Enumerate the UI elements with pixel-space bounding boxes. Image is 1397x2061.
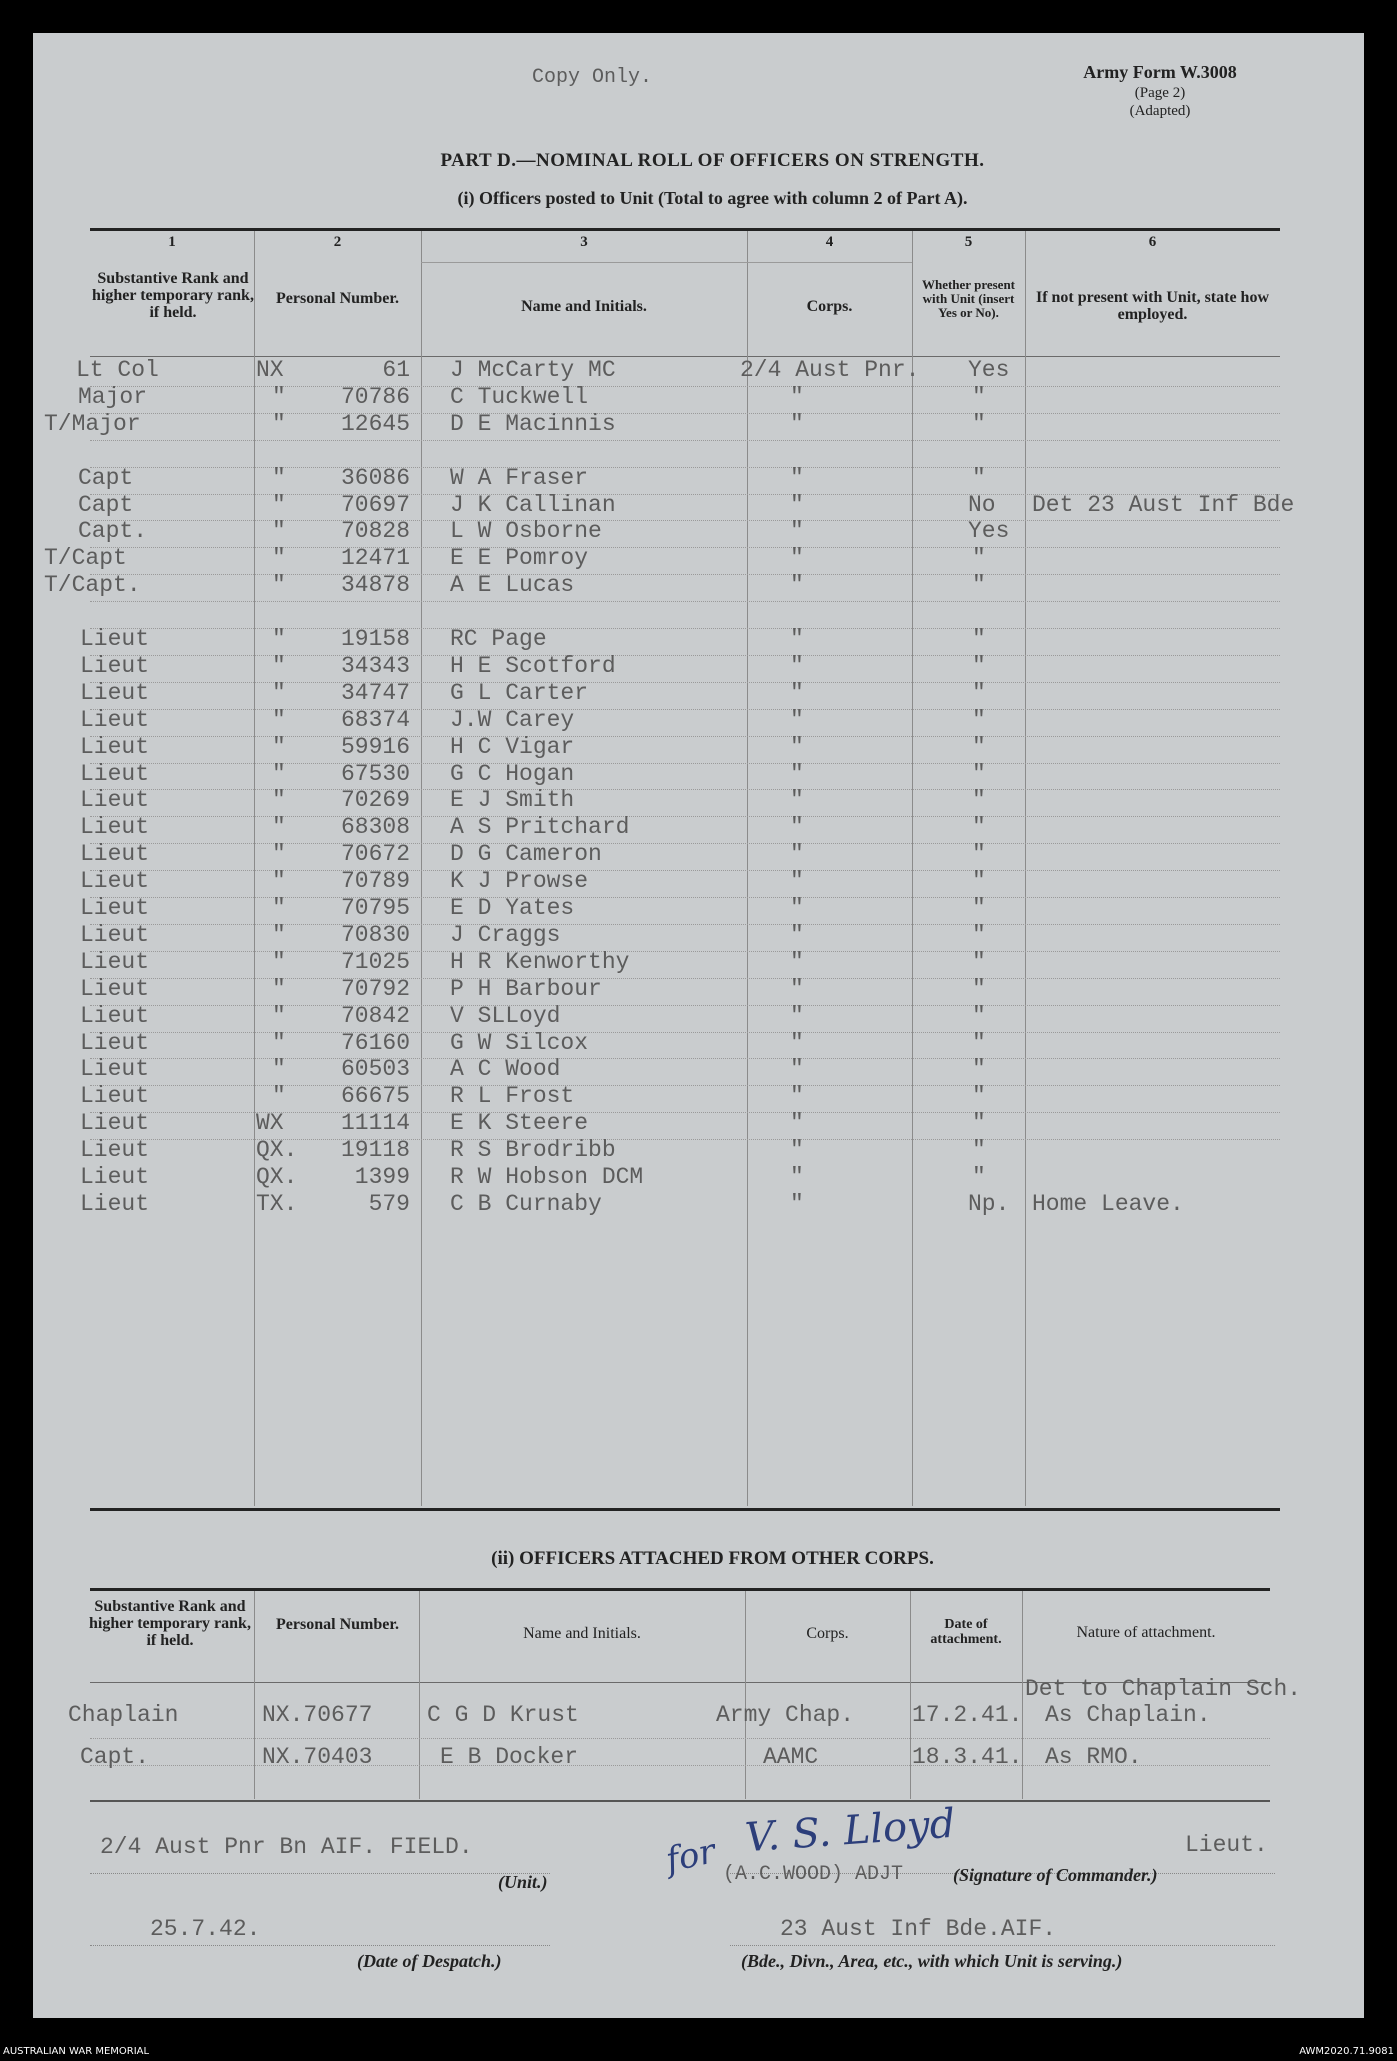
officer-rank: Lieut (80, 922, 150, 948)
officer-corps: " (790, 1030, 804, 1056)
attached-name: E B Docker (440, 1744, 579, 1770)
personal-number: 70792 (340, 976, 410, 1002)
personal-number: 68374 (340, 707, 410, 733)
ruled-line (90, 413, 1280, 414)
officer-rank: Lieut (80, 1083, 150, 1109)
present-status: No (968, 492, 996, 518)
formation-line (730, 1945, 1275, 1946)
personal-number: 579 (368, 1191, 410, 1217)
number-prefix: " (272, 572, 286, 598)
column-header: Corps. (806, 298, 853, 315)
ruled-line (90, 574, 1280, 575)
present-status: " (972, 707, 986, 733)
officer-name: D E Macinnis (450, 411, 616, 437)
column-number: 2 (333, 234, 342, 250)
column-header: Nature of attachment. (1076, 1624, 1216, 1641)
number-prefix: " (272, 626, 286, 652)
officer-rank: Lieut (80, 1056, 150, 1082)
col-divider (912, 231, 913, 1506)
present-status: " (972, 1083, 986, 1109)
officer-corps: " (790, 707, 804, 733)
number-prefix: " (272, 653, 286, 679)
present-status: " (972, 895, 986, 921)
officer-rank: Lieut (80, 841, 150, 867)
number-prefix: " (272, 707, 286, 733)
ruled-line (90, 789, 1280, 790)
officer-corps: " (790, 465, 804, 491)
col-divider (910, 1591, 911, 1799)
col-divider (745, 1591, 746, 1799)
number-prefix: QX. (256, 1164, 298, 1190)
present-status: " (972, 572, 986, 598)
number-prefix: " (272, 868, 286, 894)
officer-name: G L Carter (450, 680, 589, 706)
ruled-line (90, 1738, 1270, 1739)
present-status: " (972, 841, 986, 867)
officer-corps: " (790, 814, 804, 840)
col-divider (421, 231, 422, 1506)
table-bottom-rule (90, 1508, 1280, 1511)
officer-rank: Lieut (80, 868, 150, 894)
present-status: " (972, 761, 986, 787)
present-status: " (972, 465, 986, 491)
officer-rank: Lieut (80, 1164, 150, 1190)
officer-corps: " (790, 572, 804, 598)
present-status: " (972, 626, 986, 652)
attached-name: C G D Krust (427, 1702, 579, 1728)
attached-date: 18.3.41. (912, 1744, 1023, 1770)
personal-number: 1399 (354, 1164, 410, 1190)
number-prefix: " (272, 841, 286, 867)
officer-rank: Major (78, 384, 148, 410)
column-header: If not present with Unit, state how employed. (1035, 289, 1270, 323)
adjutant-name: (A.C.WOOD) ADJT (723, 1863, 904, 1886)
page-title: PART D.—NOMINAL ROLL OF OFFICERS ON STRENGTH. (440, 150, 985, 171)
officer-name: A C Wood (450, 1056, 561, 1082)
present-status: " (972, 922, 986, 948)
attached-rank: Capt. (80, 1744, 150, 1770)
officer-name: RC Page (450, 626, 547, 652)
personal-number: 70269 (340, 787, 410, 813)
officer-corps: " (790, 1110, 804, 1136)
number-prefix: " (272, 545, 286, 571)
officer-corps: " (790, 868, 804, 894)
officer-name: E J Smith (450, 787, 575, 813)
present-status: " (972, 787, 986, 813)
attached-corps: Army Chap. (716, 1702, 855, 1728)
col-divider (747, 231, 748, 1506)
personal-number: 66675 (340, 1083, 410, 1109)
officer-rank: Lieut (80, 1110, 150, 1136)
present-status: " (972, 1164, 986, 1190)
present-status: Yes (968, 357, 1010, 383)
form-page-number: (Page 2) (1134, 85, 1186, 101)
personal-number: 19118 (340, 1137, 410, 1163)
personal-number: 34878 (340, 572, 410, 598)
officer-name: J McCarty MC (450, 357, 616, 383)
present-status: " (972, 384, 986, 410)
number-prefix: TX. (256, 1191, 298, 1217)
number-prefix: " (272, 411, 286, 437)
personal-number: 61 (382, 357, 410, 383)
ruled-line (90, 440, 1280, 441)
officer-name: A S Pritchard (450, 814, 630, 840)
present-status: " (972, 1030, 986, 1056)
present-status: " (972, 653, 986, 679)
ruled-line (90, 843, 1280, 844)
number-prefix: " (272, 976, 286, 1002)
ruled-line (90, 520, 1280, 521)
officer-name: J K Callinan (450, 492, 616, 518)
personal-number: 11114 (340, 1110, 410, 1136)
sub-rule (421, 262, 747, 263)
date-line (90, 1945, 550, 1946)
present-status: " (972, 545, 986, 571)
number-prefix: NX (256, 357, 284, 383)
present-status: " (972, 949, 986, 975)
attached-corps: AAMC (763, 1744, 819, 1770)
officer-corps: " (790, 411, 804, 437)
ruled-line (90, 547, 1280, 548)
column-number: 3 (580, 234, 588, 250)
col-divider (1025, 231, 1026, 1506)
officer-name: G W Silcox (450, 1030, 589, 1056)
number-prefix: " (272, 492, 286, 518)
number-prefix: " (272, 1083, 286, 1109)
ruled-line (90, 467, 1280, 468)
ruled-line (90, 386, 1280, 387)
officer-corps: " (790, 626, 804, 652)
officer-name: R W Hobson DCM (450, 1164, 644, 1190)
employment-note: Det 23 Aust Inf Bde (1032, 492, 1295, 518)
personal-number: 60503 (340, 1056, 410, 1082)
officer-name: J.W Carey (450, 707, 575, 733)
copy-note: Copy Only. (532, 66, 653, 89)
officer-rank: Lieut (80, 626, 150, 652)
personal-number: 12645 (340, 411, 410, 437)
officer-corps: " (790, 976, 804, 1002)
signature-rank: Lieut. (1185, 1832, 1268, 1858)
ruled-line (90, 951, 1280, 952)
officer-corps: " (790, 949, 804, 975)
attached-nature-note: Det to Chaplain Sch. (1025, 1676, 1302, 1702)
personal-number: 71025 (340, 949, 410, 975)
personal-number: 34747 (340, 680, 410, 706)
officer-rank: T/Capt (44, 545, 127, 571)
officer-rank: Lieut (80, 653, 150, 679)
column-number: 4 (825, 234, 834, 250)
number-prefix: " (272, 895, 286, 921)
column-header: Corps. (806, 1625, 849, 1642)
personal-number: 70672 (340, 841, 410, 867)
present-status: " (972, 814, 986, 840)
officer-corps: " (790, 653, 804, 679)
number-prefix: " (272, 922, 286, 948)
form-adapted: (Adapted) (1129, 103, 1191, 119)
column-header: Personal Number. (276, 1616, 399, 1633)
officer-name: D G Cameron (450, 841, 602, 867)
number-prefix: " (272, 1003, 286, 1029)
ruled-line (90, 1085, 1280, 1086)
col-divider (254, 231, 255, 1506)
column-header: Substantive Rank and higher temporary rank, if held. (92, 270, 254, 321)
personal-number: 34343 (340, 653, 410, 679)
present-status: " (972, 734, 986, 760)
number-prefix: " (272, 465, 286, 491)
despatch-date: 25.7.42. (150, 1916, 261, 1942)
ruled-line (90, 655, 1280, 656)
officer-name: P H Barbour (450, 976, 602, 1002)
column-header: Substantive Rank and higher temporary rank, if held. (89, 1598, 251, 1649)
number-prefix: " (272, 814, 286, 840)
present-status: " (972, 976, 986, 1002)
column-header: Name and Initials. (521, 298, 647, 315)
officer-corps: " (790, 1056, 804, 1082)
ruled-line (90, 601, 1280, 602)
column-number: 5 (964, 234, 973, 250)
officer-corps: " (790, 895, 804, 921)
officer-rank: Lieut (80, 787, 150, 813)
number-prefix: " (272, 518, 286, 544)
signature-prefix: for (662, 1831, 719, 1881)
number-prefix: " (272, 384, 286, 410)
officer-rank: Lieut (80, 1003, 150, 1029)
officer-corps: " (790, 922, 804, 948)
officer-rank: Lieut (80, 1137, 150, 1163)
ruled-line (90, 978, 1280, 979)
present-status: " (972, 411, 986, 437)
officer-corps: " (790, 761, 804, 787)
officer-name: R S Brodribb (450, 1137, 616, 1163)
officer-rank: T/Capt. (44, 572, 141, 598)
officer-name: E D Yates (450, 895, 575, 921)
form-id: Army Form W.3008 (1083, 62, 1237, 82)
personal-number: 12471 (340, 545, 410, 571)
number-prefix: " (272, 949, 286, 975)
officer-corps: " (790, 1003, 804, 1029)
officer-rank: Lieut (80, 949, 150, 975)
number-prefix: " (272, 1030, 286, 1056)
ruled-line (90, 924, 1280, 925)
unit-line (90, 1873, 550, 1874)
ruled-line (90, 816, 1280, 817)
table-bottom-rule (90, 1800, 1270, 1802)
personal-number: 70830 (340, 922, 410, 948)
officer-rank: Lieut (80, 814, 150, 840)
officer-name: E K Steere (450, 1110, 589, 1136)
employment-note: Home Leave. (1032, 1191, 1184, 1217)
present-status: " (972, 680, 986, 706)
officer-corps: " (790, 384, 804, 410)
officer-corps: " (790, 492, 804, 518)
officer-name: J Craggs (450, 922, 561, 948)
sub-rule (747, 262, 912, 263)
officer-rank: Lieut (80, 1191, 150, 1217)
officer-name: A E Lucas (450, 572, 575, 598)
officer-name: C Tuckwell (450, 384, 589, 410)
ruled-line (90, 736, 1280, 737)
officer-corps: " (790, 1083, 804, 1109)
column-number: 6 (1148, 234, 1157, 250)
ruled-line (90, 1005, 1280, 1006)
officer-corps: " (790, 1164, 804, 1190)
archive-reference: AWM2020.71.9081 (1299, 2046, 1394, 2057)
ruled-line (90, 628, 1280, 629)
archive-caption: AUSTRALIAN WAR MEMORIAL (3, 2046, 150, 2057)
number-prefix: QX. (256, 1137, 298, 1163)
personal-number: 68308 (340, 814, 410, 840)
officer-corps: " (790, 841, 804, 867)
present-status: " (972, 1003, 986, 1029)
officer-name: H C Vigar (450, 734, 575, 760)
officer-corps: " (790, 787, 804, 813)
number-prefix: WX (256, 1110, 284, 1136)
column-header: Name and Initials. (523, 1625, 641, 1642)
ruled-line (90, 709, 1280, 710)
officer-name: E E Pomroy (450, 545, 589, 571)
col-divider (419, 1591, 420, 1799)
officer-corps: 2/4 Aust Pnr. (740, 357, 920, 383)
number-prefix: " (272, 761, 286, 787)
personal-number: 70842 (340, 1003, 410, 1029)
number-prefix: " (272, 1056, 286, 1082)
personal-number: 70795 (340, 895, 410, 921)
officer-name: R L Frost (450, 1083, 575, 1109)
attached-rank: Chaplain (68, 1702, 179, 1728)
ruled-line (90, 897, 1280, 898)
personal-number: 76160 (340, 1030, 410, 1056)
number-prefix: " (272, 734, 286, 760)
column-number: 1 (168, 234, 176, 250)
officer-rank: Capt (78, 492, 134, 518)
number-prefix: " (272, 680, 286, 706)
attached-nature: As RMO. (1045, 1744, 1142, 1770)
section-title: (ii) OFFICERS ATTACHED FROM OTHER CORPS. (491, 1548, 934, 1569)
column-header: Date of attachment. (930, 1617, 1002, 1647)
officer-rank: Lieut (80, 734, 150, 760)
officer-rank: Capt (78, 465, 134, 491)
present-status: " (972, 868, 986, 894)
ruled-line (90, 682, 1280, 683)
officer-corps: " (790, 680, 804, 706)
present-status: Yes (968, 518, 1010, 544)
officer-rank: Lieut (80, 707, 150, 733)
officer-rank: T/Major (44, 411, 141, 437)
formation-value: 23 Aust Inf Bde.AIF. (780, 1916, 1057, 1942)
despatch-date-label: (Date of Despatch.) (357, 1951, 502, 1971)
attached-number: NX.70403 (262, 1744, 373, 1770)
officer-corps: " (790, 734, 804, 760)
officer-name: G C Hogan (450, 761, 575, 787)
officer-rank: Lieut (80, 895, 150, 921)
ruled-line (90, 870, 1280, 871)
ruled-line (90, 763, 1280, 764)
officer-corps: " (790, 545, 804, 571)
unit-value: 2/4 Aust Pnr Bn AIF. FIELD. (100, 1834, 473, 1860)
number-prefix: " (272, 787, 286, 813)
officer-name: L W Osborne (450, 518, 602, 544)
officer-rank: Lieut (80, 976, 150, 1002)
attached-nature: As Chaplain. (1045, 1702, 1211, 1728)
officer-name: C B Curnaby (450, 1191, 602, 1217)
unit-label: (Unit.) (498, 1872, 548, 1892)
signature-label: (Signature of Commander.) (953, 1865, 1158, 1885)
present-status: " (972, 1137, 986, 1163)
personal-number: 70828 (340, 518, 410, 544)
column-header: Whether present with Unit (insert Yes or No). (921, 277, 1016, 320)
officer-corps: " (790, 518, 804, 544)
officer-rank: Lieut (80, 1030, 150, 1056)
table-top-rule (90, 1588, 1270, 1591)
officer-name: K J Prowse (450, 868, 589, 894)
officer-rank: Lieut (80, 680, 150, 706)
personal-number: 70786 (340, 384, 410, 410)
present-status: Np. (968, 1191, 1010, 1217)
officer-corps: " (790, 1137, 804, 1163)
personal-number: 19158 (340, 626, 410, 652)
formation-label: (Bde., Divn., Area, etc., with which Unit is serving.) (741, 1951, 1123, 1971)
column-header: Personal Number. (276, 290, 399, 307)
officer-name: V SLLoyd (450, 1003, 561, 1029)
attached-date: 17.2.41. (912, 1702, 1023, 1728)
ruled-line (90, 1058, 1280, 1059)
personal-number: 36086 (340, 465, 410, 491)
personal-number: 70789 (340, 868, 410, 894)
attached-number: NX.70677 (262, 1702, 373, 1728)
officer-rank: Lieut (80, 761, 150, 787)
personal-number: 67530 (340, 761, 410, 787)
signature-name: V. S. Lloyd (743, 1800, 957, 1862)
present-status: " (972, 1056, 986, 1082)
officer-name: H E Scotford (450, 653, 616, 679)
table-top-rule (90, 228, 1280, 231)
officer-rank: Lt Col (76, 357, 159, 383)
personal-number: 59916 (340, 734, 410, 760)
personal-number: 70697 (340, 492, 410, 518)
officer-name: W A Fraser (450, 465, 589, 491)
officer-corps: " (790, 1191, 804, 1217)
officer-name: H R Kenworthy (450, 949, 630, 975)
present-status: " (972, 1110, 986, 1136)
page-subtitle: (i) Officers posted to Unit (Total to agree with column 2 of Part A). (457, 188, 968, 208)
officer-rank: Capt. (78, 518, 148, 544)
ruled-line (90, 1032, 1280, 1033)
